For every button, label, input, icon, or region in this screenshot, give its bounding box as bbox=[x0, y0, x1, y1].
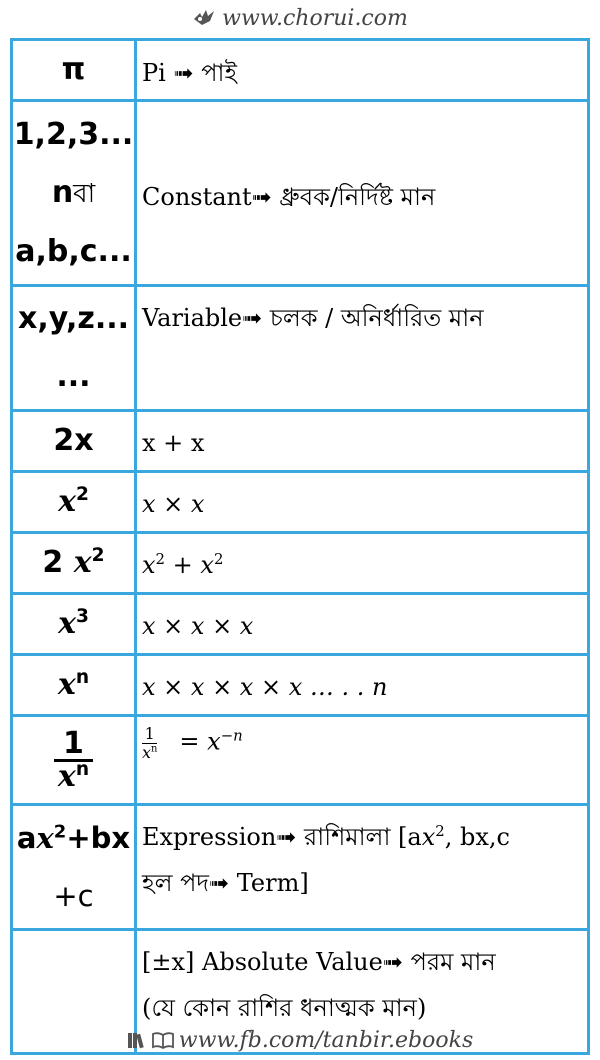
description-cell bbox=[136, 533, 589, 594]
description-cell bbox=[136, 40, 589, 101]
constant-symbol-or: বা bbox=[73, 178, 96, 209]
x-power-n-exponent: n bbox=[75, 667, 90, 688]
table-row bbox=[12, 533, 589, 594]
two-x-squared-exponent: 2 bbox=[91, 545, 105, 566]
absolute-value-description-line-1: [±x] Absolute Value➟ পরম মান bbox=[142, 948, 496, 976]
expression-exponent: 2 bbox=[53, 821, 67, 843]
constant-symbol-line-3: a,b,c... bbox=[15, 233, 132, 269]
two-x-description: x + x bbox=[142, 429, 205, 457]
description-cell bbox=[136, 101, 589, 286]
small-denominator-base: x bbox=[142, 742, 152, 762]
x-cubed-exponent: 3 bbox=[75, 606, 89, 627]
x-cubed-description: x × x × x bbox=[142, 612, 254, 640]
equals-sign: = bbox=[179, 727, 200, 756]
symbol-cell bbox=[12, 101, 136, 286]
expression-description-line-1 bbox=[142, 814, 587, 860]
reciprocal-fraction bbox=[54, 725, 93, 794]
symbol-cell bbox=[12, 805, 136, 930]
expression-symbol-line-1 bbox=[13, 809, 134, 867]
table-row bbox=[12, 655, 589, 716]
desc-plus: + bbox=[172, 551, 193, 579]
bird-logo-icon bbox=[192, 7, 218, 27]
open-book-icon bbox=[151, 1030, 175, 1056]
description-cell bbox=[136, 716, 589, 805]
site-url[interactable]: www.chorui.com bbox=[222, 6, 408, 31]
x-power-n-base: x bbox=[57, 667, 76, 702]
x-squared-exponent: 2 bbox=[75, 484, 89, 505]
rhs-exponent: −n bbox=[220, 726, 243, 745]
expression-desc-prefix: Expression➟ রাশিমালা [a bbox=[142, 823, 422, 851]
symbol-cell bbox=[12, 40, 136, 101]
description-cell bbox=[136, 805, 589, 930]
table-row bbox=[12, 286, 589, 411]
constant-symbol-line-1: 1,2,3... bbox=[13, 116, 134, 152]
constant-description: Constant➟ ধ্রুবক/নির্দিষ্ট মান bbox=[142, 183, 436, 211]
table-row bbox=[12, 40, 589, 101]
footer-link[interactable]: www.fb.com/tanbir.ebooks bbox=[178, 1028, 474, 1053]
books-icon bbox=[127, 1030, 147, 1056]
site-header bbox=[0, 6, 600, 31]
x-power-n-description: x × x × x × x … . . n bbox=[142, 673, 388, 701]
expression-description-line-2: হল পদ➟ Term] bbox=[142, 869, 309, 897]
table-row bbox=[12, 594, 589, 655]
expression-symbol-line-2: +c bbox=[53, 879, 94, 913]
variable-symbol-line-1: x,y,z... bbox=[17, 301, 130, 336]
variable-symbol-line-2: ... bbox=[56, 359, 91, 394]
desc-exp-1: 2 bbox=[155, 550, 166, 568]
pi-symbol: π bbox=[61, 52, 86, 87]
table-row bbox=[12, 805, 589, 930]
math-symbol-table bbox=[10, 38, 590, 1055]
small-fraction bbox=[142, 725, 157, 761]
table-row bbox=[12, 716, 589, 805]
rhs-base: x bbox=[207, 727, 221, 756]
description-cell bbox=[136, 655, 589, 716]
small-denominator-exponent: n bbox=[151, 743, 158, 755]
symbol-cell bbox=[12, 411, 136, 472]
expression-desc-x: x bbox=[421, 823, 436, 851]
description-cell bbox=[136, 411, 589, 472]
denominator-exponent: n bbox=[75, 758, 90, 780]
small-fraction-numerator: 1 bbox=[144, 724, 155, 743]
expression-desc-suffix: , bx,c bbox=[444, 823, 510, 851]
two-x-squared-coef: 2 bbox=[42, 545, 64, 580]
denominator-base: x bbox=[57, 758, 76, 794]
desc-exp-2: 2 bbox=[213, 550, 224, 568]
expression-desc-exponent: 2 bbox=[435, 822, 445, 840]
desc-base-2: x bbox=[200, 551, 214, 579]
table-row bbox=[12, 472, 589, 533]
symbol-cell bbox=[12, 472, 136, 533]
table-row bbox=[12, 411, 589, 472]
table-row bbox=[12, 101, 589, 286]
x-squared-base: x bbox=[58, 484, 76, 519]
description-cell bbox=[136, 472, 589, 533]
expression-a: a bbox=[16, 821, 37, 855]
desc-base-1: x bbox=[142, 551, 156, 579]
expression-x: x bbox=[36, 821, 54, 855]
small-fraction-denominator bbox=[142, 744, 157, 762]
symbol-cell bbox=[12, 533, 136, 594]
symbol-cell bbox=[12, 594, 136, 655]
variable-description: Variable➟ চলক / অনির্ধারিত মান bbox=[142, 304, 484, 332]
pi-description: Pi ➟ পাই bbox=[142, 59, 237, 87]
two-x-squared-base: x bbox=[73, 545, 92, 580]
site-footer bbox=[0, 1028, 600, 1056]
symbol-cell bbox=[12, 655, 136, 716]
description-cell bbox=[136, 286, 589, 411]
x-squared-description: x × x bbox=[142, 490, 205, 518]
constant-symbol-n: n bbox=[51, 174, 74, 210]
fraction-denominator bbox=[54, 758, 93, 794]
constant-symbol-line-2 bbox=[13, 164, 134, 223]
absolute-value-description-line-2: (যে কোন রাশির ধনাত্মক মান) bbox=[142, 994, 427, 1022]
symbol-cell bbox=[12, 716, 136, 805]
x-cubed-base: x bbox=[58, 606, 76, 641]
two-x-symbol: 2x bbox=[53, 423, 94, 458]
description-cell bbox=[136, 594, 589, 655]
fraction-numerator: 1 bbox=[63, 725, 84, 761]
symbol-cell bbox=[12, 286, 136, 411]
expression-bx: +bx bbox=[66, 821, 131, 855]
